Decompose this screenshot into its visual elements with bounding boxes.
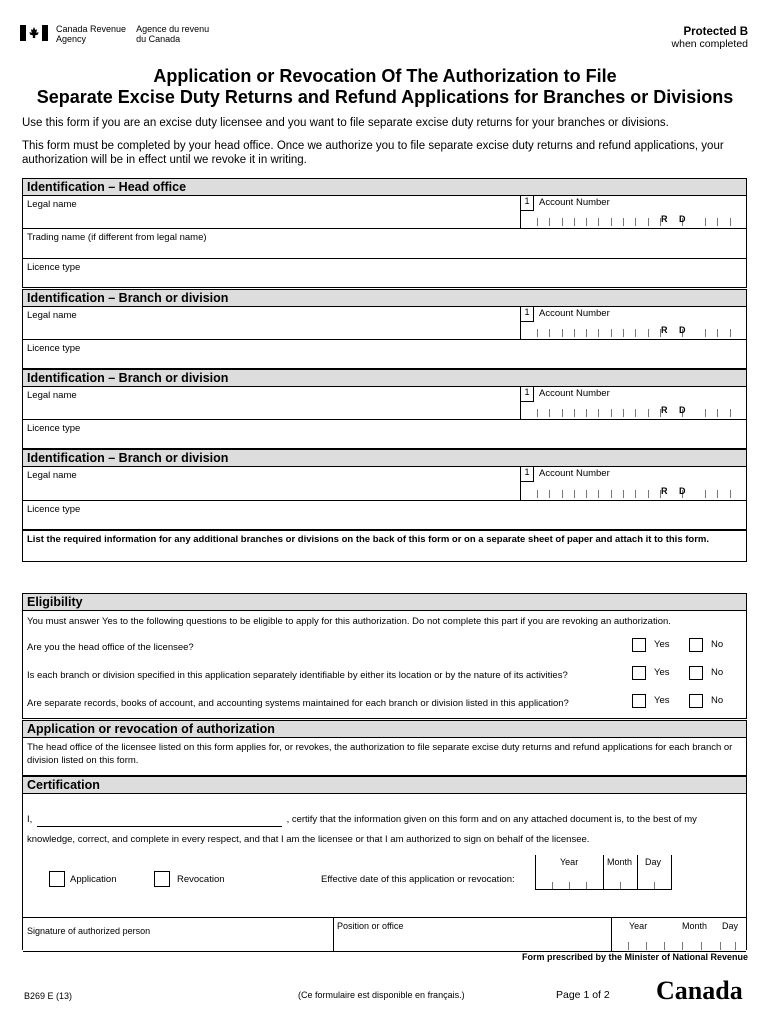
section-title: Identification – Branch or division	[23, 450, 746, 467]
branch-section-3	[22, 449, 747, 530]
french-note: (Ce formulaire est disponible en français.)	[298, 990, 465, 1000]
eligibility-intro: You must answer Yes to the following questions to be eligible to apply for this authorization. Do not complete this part if you are revoking an authorization.	[27, 616, 671, 627]
signature-field[interactable]: Signature of authorized person	[27, 926, 151, 936]
account-number-field[interactable]: 1 Account Number R D	[520, 467, 748, 500]
account-number-field[interactable]: 1 Account Number R D	[520, 387, 748, 419]
account-number-field[interactable]: 1 Account Number R D	[520, 196, 748, 228]
section-title: Application or revocation of authorization	[23, 721, 746, 738]
application-checkbox[interactable]	[49, 871, 65, 887]
section-title: Identification – Head office	[23, 179, 746, 196]
certifier-name-input[interactable]	[37, 813, 282, 827]
intro-text-2: This form must be completed by your head office. Once we authorize you to file separate excise duty returns and refund applications, your authorization will be in effect until we revoke it in writing.	[22, 140, 724, 166]
question-1: Are you the head office of the licensee?	[27, 642, 194, 653]
additional-branches-note: List the required information for any additional branches or divisions on the back of this form or on a separate sheet of paper and attach it to this form.	[22, 530, 747, 562]
head-office-section	[22, 178, 747, 288]
revocation-checkbox[interactable]	[154, 871, 170, 887]
application-section	[22, 720, 747, 776]
branch-section-1	[22, 289, 747, 369]
eligibility-section: Eligibility You must answer Yes to the following questions to be eligible to apply for this authorization. Do not complete this part if you are revoking an authorization. Are you the head office of the licensee? Is each branch or division specified in this application separately identifiable by either its location or by the nature of its activities? Are separate records, books of account, and accounting systems maintained for each branch or division listed in this application? Yes No Yes No Yes No	[22, 593, 747, 719]
legal-name-field[interactable]: Legal name 1 Account Number R D	[23, 196, 746, 229]
licence-type-field[interactable]: Licence type	[27, 262, 81, 273]
agency-name-en: Canada Revenue Agency	[56, 24, 127, 44]
application-text: The head office of the licensee listed on this form applies for, or revokes, the authorization to file separate excise duty returns and refund applications for each branch or division listed on this form.	[27, 742, 733, 766]
licence-type-field[interactable]: Licence type	[27, 343, 81, 354]
certification-statement: knowledge, correct, and complete in every respect, and that I am the licensee or that I am authorized to sign on behalf of the licensee.	[27, 834, 590, 845]
q2-no-checkbox[interactable]	[689, 666, 703, 680]
account-number-field[interactable]: 1 Account Number R D	[520, 307, 748, 339]
legal-name-field[interactable]: Legal name 1 Account Number R D	[23, 307, 746, 340]
section-title: Eligibility	[23, 594, 746, 611]
question-3: Are separate records, books of account, and accounting systems maintained for each branch or division listed in this application?	[27, 698, 569, 709]
effective-date-field[interactable]: Year Month Day	[535, 855, 695, 890]
certification-section: Certification I, , certify that the information given on this form and on any attached document is, to the best of my knowledge, correct, and complete in every respect, and that I am the licensee or that I am authorized to sign on behalf of the licensee. Application Revocation Effective date of this application or revocation: Year Month Day Signature of authorized person Position or office Year Month Day	[22, 776, 747, 950]
page-number: Page 1 of 2	[556, 989, 610, 1001]
branch-section-2	[22, 369, 747, 449]
licence-type-field[interactable]: Licence type	[27, 504, 81, 515]
agency-name-fr: Agence du revenu du Canada	[136, 24, 210, 44]
canada-flag-icon	[20, 24, 48, 42]
form-code: B269 E (13)	[24, 991, 73, 1001]
section-title: Certification	[23, 777, 746, 794]
licence-type-field[interactable]: Licence type	[27, 423, 81, 434]
section-title: Identification – Branch or division	[23, 290, 746, 307]
form-title: Application or Revocation Of The Authorization to File Separate Excise Duty Returns and Refund Applications for Branches or Divisions	[36, 66, 734, 107]
position-field[interactable]: Position or office	[337, 921, 404, 931]
q3-no-checkbox[interactable]	[689, 694, 703, 708]
legal-name-field[interactable]: Legal name 1 Account Number R D	[23, 467, 746, 501]
intro-text-1: Use this form if you are an excise duty licensee and you want to file separate excise duty returns for your branches or divisions.	[22, 117, 669, 129]
q2-yes-checkbox[interactable]	[632, 666, 646, 680]
protected-label: Protected B when completed	[671, 26, 748, 50]
q1-yes-checkbox[interactable]	[632, 638, 646, 652]
trading-name-field[interactable]: Trading name (if different from legal name)	[23, 229, 746, 259]
q3-yes-checkbox[interactable]	[632, 694, 646, 708]
section-title: Identification – Branch or division	[23, 370, 746, 387]
q1-no-checkbox[interactable]	[689, 638, 703, 652]
question-2: Is each branch or division specified in this application separately identifiable by either its location or by the nature of its activities?	[27, 670, 568, 681]
canada-wordmark: Canada	[656, 976, 743, 1005]
legal-name-field[interactable]: Legal name 1 Account Number R D	[23, 387, 746, 420]
form-prescribed: Form prescribed by the Minister of National Revenue	[521, 952, 748, 962]
agency-header	[20, 24, 209, 44]
